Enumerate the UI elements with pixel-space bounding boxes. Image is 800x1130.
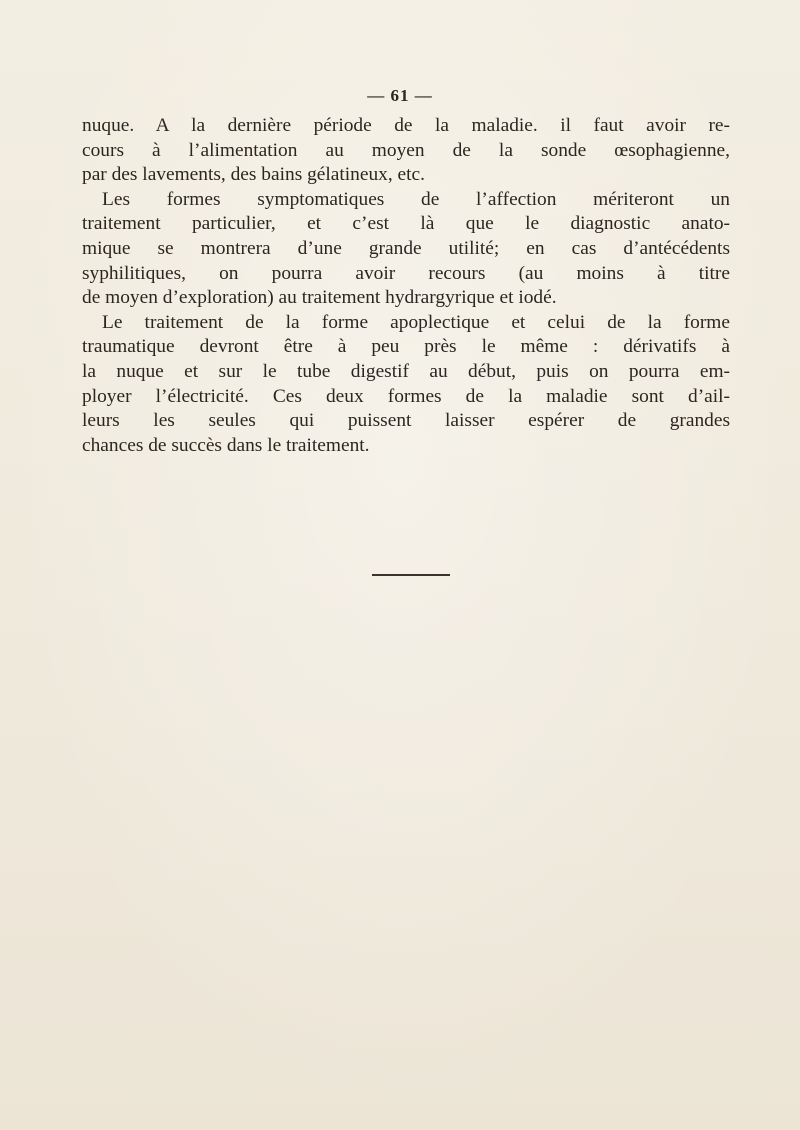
end-rule [372, 574, 450, 576]
text-line: Les formes symptomatiques de l’affection mériteront un [102, 188, 730, 210]
text-line: la nuque et sur le tube digestif au début, puis on pourra em- [82, 360, 730, 382]
text-line: Le traitement de la forme apoplectique et celui de la forme [102, 311, 730, 333]
text-line: traumatique devront être à peu près le même : dérivatifs à [82, 336, 730, 358]
body-text [82, 114, 730, 458]
text-line: nuque. A la dernière période de la maladie. il faut avoir re- [82, 115, 730, 136]
text-line: leurs les seules qui puissent laisser espérer de grandes [82, 410, 730, 432]
page-number: — 61 — [367, 86, 433, 105]
text-line: mique se montrera d’une grande utilité; en cas d’antécédents [82, 237, 730, 259]
text-line: traitement particulier, et c’est là que le diagnostic anato- [82, 213, 730, 235]
text-line: cours à l’alimentation au moyen de la sonde œsophagienne, [82, 139, 730, 161]
text-line: de moyen d’exploration) au traitement hydrargyrique et iodé. [82, 287, 557, 309]
text-line: chances de succès dans le traitement. [82, 434, 370, 456]
text-line: par des lavements, des bains gélatineux, etc. [82, 164, 425, 186]
text-line: ployer l’électricité. Ces deux formes de la maladie sont d’ail- [82, 385, 730, 407]
text-line: syphilitiques, on pourra avoir recours (au moins à titre [82, 262, 730, 284]
